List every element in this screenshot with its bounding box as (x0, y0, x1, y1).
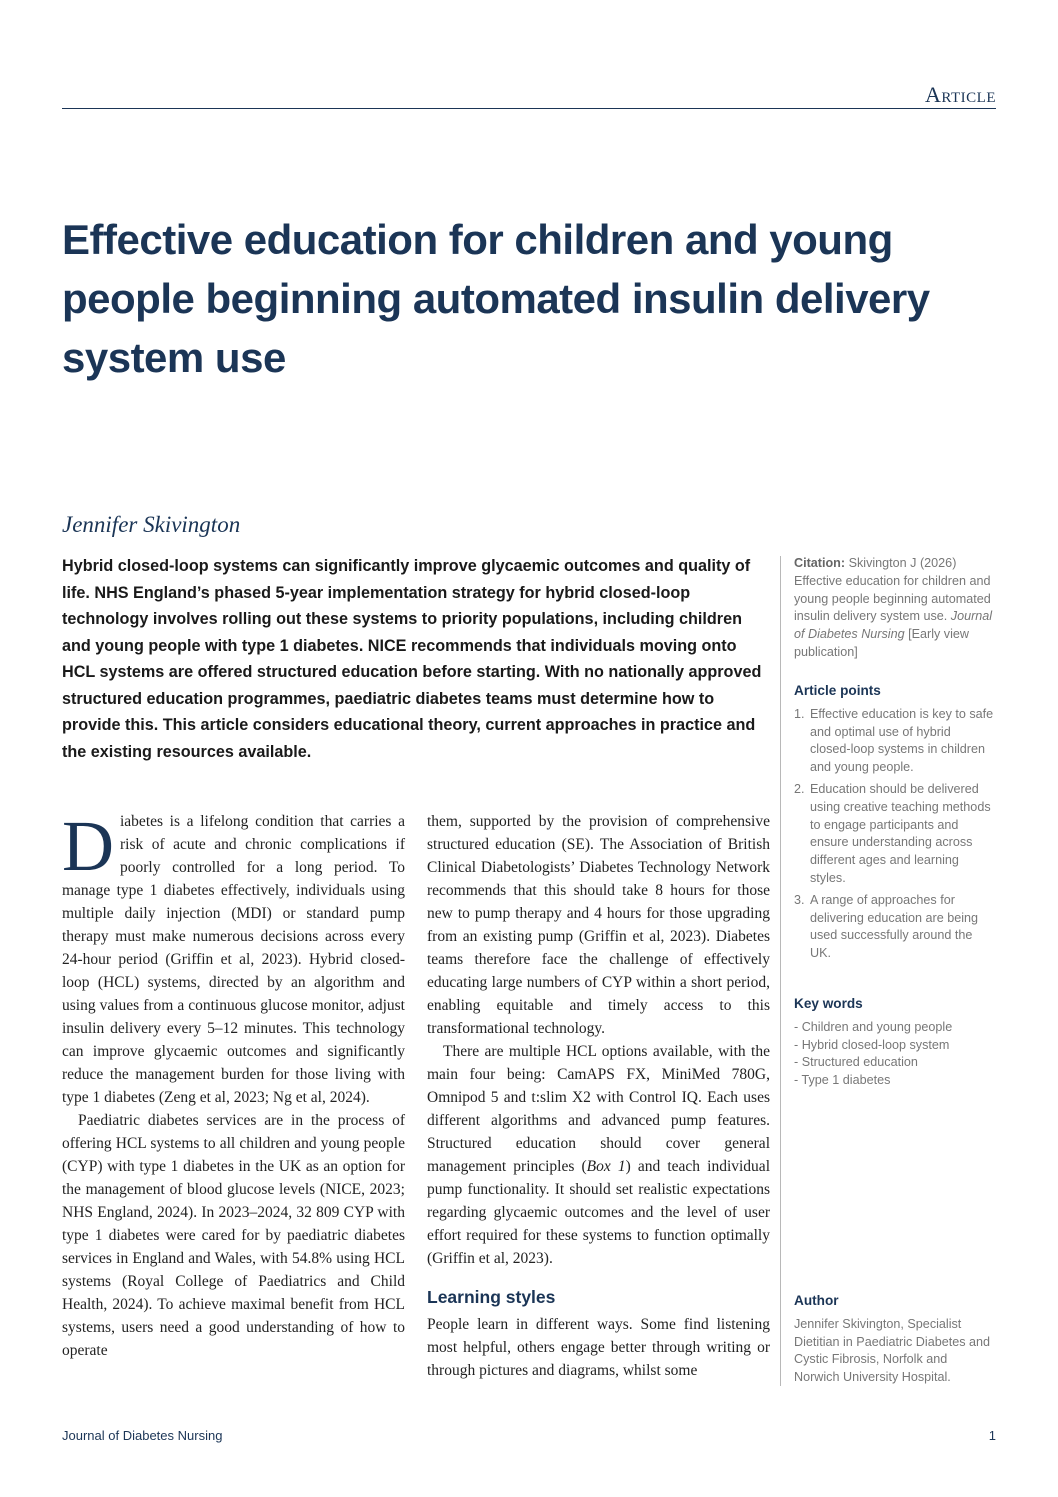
body-column-left (62, 806, 405, 1362)
paragraph-4-part-2: ) and teach individual pump functionality. It should set realistic expectations regarding glycaemic outcomes and the level of user effort required for these systems to function optimally (Griffin et al, 2023). (427, 1158, 770, 1267)
paragraph-4-part-1: There are multiple HCL options available, with the main four being: CamAPS FX, MiniMed 780G, Omnipod 5 and t:slim X2 with Control IQ. Each uses different algorithms and advanced pump features. Structured education should cover general management principles ( (427, 1043, 770, 1175)
citation-text: Skivington J (2026) Effective education for children and young people beginning automated insulin delivery system use. (794, 556, 991, 624)
article-points-heading: Article points (794, 683, 881, 698)
dropcap: D (62, 806, 114, 886)
section-label: Article (925, 82, 996, 107)
point-text: A range of approaches for delivering education are being used successfully around the UK. (810, 892, 979, 961)
article-title: Effective education for children and young people beginning automated insulin delivery system use (62, 216, 930, 381)
list-item (794, 706, 994, 777)
paragraph-3: them, supported by the provision of comprehensive structured education (SE). The Association of British Clinical Diabetologists’ Diabetes Technology Network recommends that this should take 8 hours for those new to pump therapy and 4 hours for those upgrading from an existing pump (Griffin et al, 2023). Diabetes teams therefore face the challenge of effectively educating large numbers of CYP within a short period, enabling equitable and timely access to this transformational technology. (427, 813, 770, 1037)
page-number: 1 (988, 1428, 996, 1443)
citation-journal: Journal of Diabetes Nursing (794, 609, 993, 642)
point-text: Effective education is key to safe and optimal use of hybrid closed-loop systems in children and young people. (810, 706, 994, 775)
footer-journal: Journal of Diabetes Nursing (62, 1428, 223, 1443)
keywords-heading: Key words (794, 996, 863, 1011)
point-number: 2. (794, 781, 805, 796)
author-name: Jennifer Skivington (62, 512, 241, 537)
author-heading: Author (794, 1293, 839, 1308)
citation-suffix: [Early view publication] (794, 627, 969, 659)
point-text: Education should be delivered using creative teaching methods to engage participants and ensure understanding across different ages and learning styles. (810, 781, 991, 885)
article-points-box (794, 682, 994, 967)
list-item (794, 892, 994, 963)
author-affiliation: Jennifer Skivington, Specialist Dietitian in Paediatric Diabetes and Cystic Fibrosis, Norfolk and Norwich University Hospital. (794, 1316, 991, 1385)
list-item (794, 781, 994, 888)
paragraph-1-text: iabetes is a lifelong condition that carries a risk of acute and chronic complications if poorly controlled for a long period. To manage type 1 diabetes effectively, individuals using multiple daily injection (MDI) or standard pump therapy must make numerous decisions across every 24-hour period (Griffin et al, 2023). Hybrid closed-loop (HCL) systems, directed by an algorithm and using values from a continuous glucose monitor, adjust insulin delivery every 5–12 minutes. This technology can improve glycaemic outcomes and significantly reduce the management burden for those living with type 1 diabetes (Zeng et al, 2023; Ng et al, 2024). (62, 813, 405, 1106)
paragraph-5: People learn in different ways. Some find listening most helpful, others engage better through writing or through pictures and diagrams, whilst some (427, 1316, 770, 1379)
sidebar-rule (780, 556, 781, 1386)
citation-box (794, 555, 994, 662)
list-item: - Hybrid closed-loop system (794, 1037, 950, 1052)
point-number: 3. (794, 892, 805, 907)
list-item: - Structured education (794, 1055, 918, 1070)
article-points-list (794, 706, 994, 963)
author-box (794, 1292, 994, 1387)
box-reference: Box 1 (586, 1158, 626, 1175)
subhead-learning-styles: Learning styles (427, 1287, 556, 1307)
list-item: - Type 1 diabetes (794, 1073, 891, 1088)
abstract: Hybrid closed-loop systems can significantly improve glycaemic outcomes and quality of life. NHS England’s phased 5-year implementation strategy for hybrid closed-loop technology involves rolling out these systems to priority populations, including children and young people with type 1 diabetes. NICE recommends that individuals moving onto HCL systems are offered structured education before starting. With no nationally approved structured education programmes, paediatric diabetes teams must determine how to provide this. This article considers educational theory, current approaches in practice and the existing resources available. (62, 557, 762, 761)
keywords-list (794, 1019, 994, 1090)
paragraph-1 (62, 806, 405, 1109)
paragraph-2: Paediatric diabetes services are in the process of offering HCL systems to all children and young people (CYP) with type 1 diabetes in the UK as an option for the management of blood glucose levels (NICE, 2023; NHS England, 2024). In 2023–2024, 32 809 CYP with type 1 diabetes were cared for by paediatric diabetes services in England and Wales, with 54.8% using HCL systems (Royal College of Paediatrics and Child Health, 2024). To achieve maximal benefit from HCL systems, users need a good understanding of how to operate (62, 1112, 405, 1359)
point-number: 1. (794, 706, 805, 721)
paragraph-4 (427, 1040, 770, 1270)
keywords-box (794, 995, 994, 1090)
header-rule (62, 108, 996, 109)
list-item: - Children and young people (794, 1019, 953, 1034)
citation-label: Citation: (794, 556, 846, 570)
body-column-middle (427, 810, 770, 1382)
